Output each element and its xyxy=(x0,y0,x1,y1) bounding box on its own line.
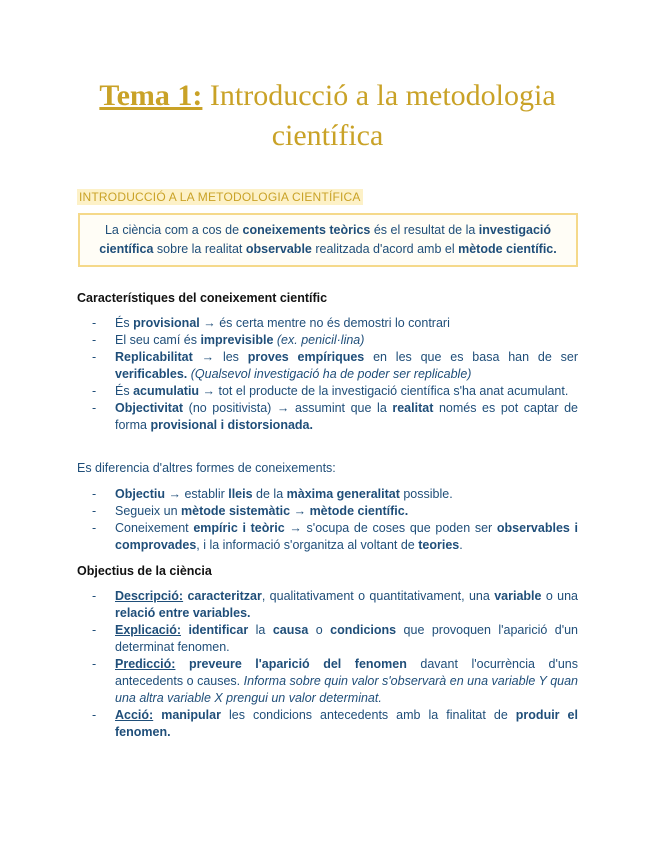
definition-text: La ciència com a cos de xyxy=(104,223,243,237)
list-item: - Objectivitat (no positivista) → assumint que la realitat només es pot captar de forma provisional i distorsionada. xyxy=(92,400,578,434)
list-item: - Acció: manipular les condicions antecedents amb la finalitat de produir el fenomen. xyxy=(92,707,578,741)
definition-box xyxy=(78,213,578,267)
list-item: - Descripció: caracteritzar, qualitativament o quantitativament, una variable o una relació entre variables. xyxy=(92,588,578,622)
definition-keyword: coneixements teòrics xyxy=(242,223,371,237)
characteristics-heading: Característiques del coneixement científic xyxy=(77,291,328,305)
definition-text: és el resultat de la xyxy=(370,223,479,237)
title-prefix: Tema 1: xyxy=(99,79,203,112)
list-item: - És acumulatiu → tot el producte de la investigació científica s'ha anat acumulant. xyxy=(92,383,578,400)
objectives-list xyxy=(92,588,578,741)
list-item: - Objectiu → establir lleis de la màxima generalitat possible. xyxy=(92,486,578,503)
definition-keyword: mètode científic. xyxy=(458,242,557,256)
characteristics-list xyxy=(92,315,578,434)
definition-text: realitzada d'acord amb el xyxy=(311,242,459,256)
page-title xyxy=(40,76,615,156)
differs-intro: Es diferencia d'altres formes de coneixements: xyxy=(77,461,336,475)
list-item: - Coneixement empíric i teòric → s'ocupa de coses que poden ser observables i comprovades, i la informació s'organitza al voltant de teories. xyxy=(92,520,578,554)
list-item: - Predicció: preveure l'aparició del fenomen davant l'ocurrència d'uns antecedents o causes. Informa sobre quin valor s'observarà en una variable Y quan una altra variable X prengui un valor determinat. xyxy=(92,656,578,707)
list-item: - Replicabilitat → les proves empíriques en les que es basa han de ser verificables. (Qualsevol investigació ha de poder ser replicable) xyxy=(92,349,578,383)
definition-keyword: investigació científica xyxy=(99,223,552,256)
section-heading: INTRODUCCIÓ A LA METODOLOGIA CIENTÍFICA xyxy=(79,190,361,204)
definition-keyword: observable xyxy=(245,242,312,256)
list-item: - Segueix un mètode sistemàtic → mètode científic. xyxy=(92,503,578,520)
list-item: - El seu camí és imprevisible (ex. penicil·lina) xyxy=(92,332,578,349)
definition-text: sobre la realitat xyxy=(153,242,246,256)
list-item: - Explicació: identificar la causa o condicions que provoquen l'aparició d'un determinat fenomen. xyxy=(92,622,578,656)
differs-list xyxy=(92,486,578,554)
objectives-heading: Objectius de la ciència xyxy=(77,564,212,578)
title-text: Introducció a la metodologia científica xyxy=(202,79,556,152)
list-item: - És provisional → és certa mentre no és demostri lo contrari xyxy=(92,315,578,332)
